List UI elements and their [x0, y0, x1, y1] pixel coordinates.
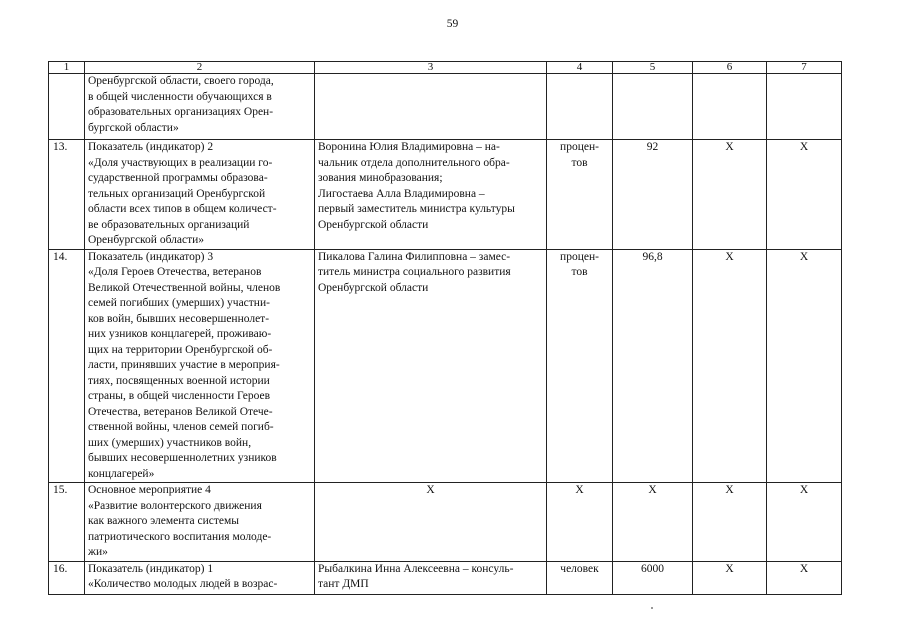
responsible-person: Пикалова Галина Филипповна – замес- титель министра социального развития Оренбургской области — [315, 249, 547, 483]
indicator-name: Показатель (индикатор) 2 «Доля участвующих в реализации го- сударственной программы образова- тельных организаций Оренбургской области всех типов в общем количест- ве образовательных организаций Оренбургской области» — [85, 140, 315, 250]
indicator-name: Оренбургской области, своего города, в общей численности обучающихся в образовательных организациях Орен- бургской области» — [85, 74, 315, 140]
column-6-value — [693, 74, 767, 140]
unit: процен- тов — [547, 249, 613, 483]
column-header: 5 — [613, 62, 693, 74]
row-number: 14. — [49, 249, 85, 483]
indicator-name: Показатель (индикатор) 3 «Доля Героев Отечества, ветеранов Великой Отечественной войны, членов семей погибших (умерших) участни- ков войн, бывших несовершеннолет- них узников концлагерей, проживаю- щих на территории Оренбургской об- ласти, принявших участие в мероприя- тиях, посвященных военной истории страны, в общей численности Героев Отечества, ветеранов Великой Отече- ственной войны, членов семей погиб- ших (умерших) участников войн, бывших несовершеннолетних узников концлагерей» — [85, 249, 315, 483]
column-7-value: Х — [767, 140, 842, 250]
responsible-person: Воронина Юлия Владимировна – на- чальник отдела дополнительного обра- зования минобразования; Лигостаева Алла Владимировна – первый заместитель министра культуры Оренбургской области — [315, 140, 547, 250]
indicator-name: Показатель (индикатор) 1 «Количество молодых людей в возрас- — [85, 561, 315, 594]
column-6-value: Х — [693, 561, 767, 594]
responsible-person: Рыбалкина Инна Алексеевна – консуль- тант ДМП — [315, 561, 547, 594]
column-7-value: Х — [767, 483, 842, 562]
column-header: 3 — [315, 62, 547, 74]
table-row — [49, 140, 842, 250]
value: 96,8 — [613, 249, 693, 483]
unit: процен- тов — [547, 140, 613, 250]
responsible-person — [315, 74, 547, 140]
table-row — [49, 561, 842, 594]
column-6-value: Х — [693, 140, 767, 250]
column-header: 2 — [85, 62, 315, 74]
column-header: 4 — [547, 62, 613, 74]
column-7-value: Х — [767, 249, 842, 483]
table-row — [49, 249, 842, 483]
column-6-value: Х — [693, 483, 767, 562]
indicator-name: Основное мероприятие 4 «Развитие волонтерского движения как важного элемента системы патриотического воспитания молоде- жи» — [85, 483, 315, 562]
column-header: 6 — [693, 62, 767, 74]
column-header: 1 — [49, 62, 85, 74]
row-number: 15. — [49, 483, 85, 562]
table-row — [49, 483, 842, 562]
unit: человек — [547, 561, 613, 594]
row-number — [49, 74, 85, 140]
page-number: 59 — [446, 18, 459, 30]
scan-speck — [651, 607, 653, 609]
unit — [547, 74, 613, 140]
row-number: 16. — [49, 561, 85, 594]
row-number: 13. — [49, 140, 85, 250]
value: 6000 — [613, 561, 693, 594]
column-7-value: Х — [767, 561, 842, 594]
value: 92 — [613, 140, 693, 250]
unit: Х — [547, 483, 613, 562]
value: Х — [613, 483, 693, 562]
value — [613, 74, 693, 140]
table-header-row — [49, 62, 842, 74]
column-6-value: Х — [693, 249, 767, 483]
indicators-table — [48, 61, 842, 595]
responsible-person: Х — [315, 483, 547, 562]
column-header: 7 — [767, 62, 842, 74]
column-7-value — [767, 74, 842, 140]
table-row — [49, 74, 842, 140]
